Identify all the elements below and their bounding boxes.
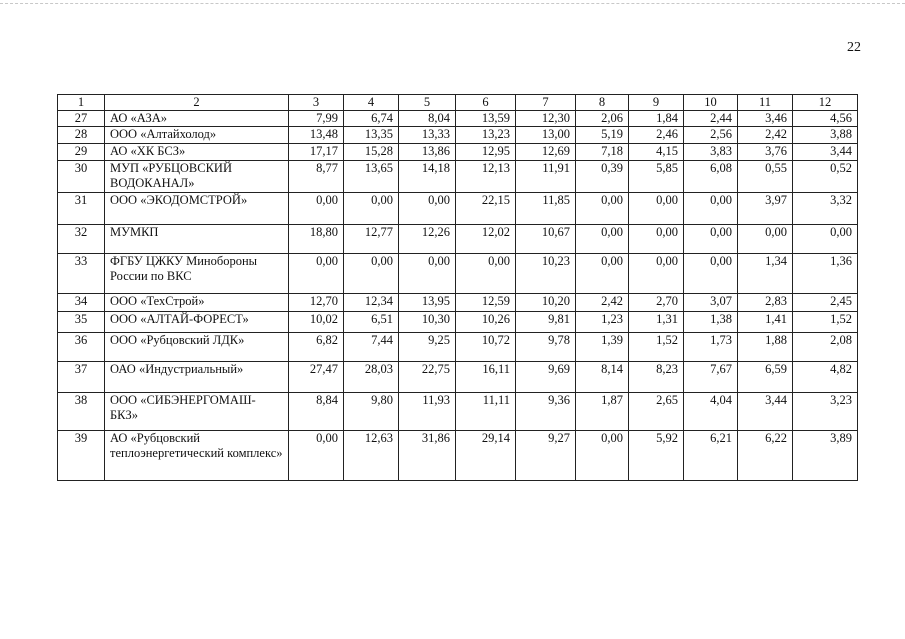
column-header-11: 11 (738, 95, 793, 111)
column-header-12: 12 (793, 95, 858, 111)
value-cell-col-11: 3,46 (738, 111, 793, 127)
value-cell-col-4: 12,34 (344, 294, 399, 312)
value-cell-col-7: 10,20 (516, 294, 576, 312)
table-row (58, 161, 858, 193)
organization-name: АО «АЗА» (105, 111, 289, 127)
value-cell-col-6: 12,59 (456, 294, 516, 312)
value-cell-col-7: 10,23 (516, 254, 576, 294)
organization-name: ООО «СИБЭНЕРГОМАШ-БКЗ» (105, 393, 289, 431)
value-cell-col-7: 11,85 (516, 193, 576, 225)
row-number: 27 (58, 111, 105, 127)
value-cell-col-12: 0,52 (793, 161, 858, 193)
value-cell-col-10: 2,44 (684, 111, 738, 127)
value-cell-col-12: 4,56 (793, 111, 858, 127)
value-cell-col-6: 0,00 (456, 254, 516, 294)
value-cell-col-11: 0,55 (738, 161, 793, 193)
value-cell-col-7: 13,00 (516, 127, 576, 144)
row-number: 31 (58, 193, 105, 225)
table-row (58, 193, 858, 225)
value-cell-col-5: 0,00 (399, 254, 456, 294)
value-cell-col-12: 3,44 (793, 144, 858, 161)
value-cell-col-6: 10,72 (456, 333, 516, 362)
value-cell-col-8: 0,00 (576, 431, 629, 481)
value-cell-col-10: 7,67 (684, 362, 738, 393)
row-number: 35 (58, 312, 105, 333)
table-row (58, 312, 858, 333)
value-cell-col-10: 0,00 (684, 193, 738, 225)
value-cell-col-12: 3,32 (793, 193, 858, 225)
value-cell-col-5: 11,93 (399, 393, 456, 431)
column-header-8: 8 (576, 95, 629, 111)
value-cell-col-3: 7,99 (289, 111, 344, 127)
value-cell-col-5: 14,18 (399, 161, 456, 193)
value-cell-col-4: 15,28 (344, 144, 399, 161)
header-row (58, 95, 858, 111)
column-header-4: 4 (344, 95, 399, 111)
value-cell-col-8: 1,39 (576, 333, 629, 362)
value-cell-col-11: 6,59 (738, 362, 793, 393)
value-cell-col-8: 0,00 (576, 193, 629, 225)
column-header-1: 1 (58, 95, 105, 111)
value-cell-col-4: 0,00 (344, 254, 399, 294)
value-cell-col-11: 1,34 (738, 254, 793, 294)
row-number: 39 (58, 431, 105, 481)
column-header-7: 7 (516, 95, 576, 111)
value-cell-col-6: 13,23 (456, 127, 516, 144)
value-cell-col-4: 9,80 (344, 393, 399, 431)
row-number: 29 (58, 144, 105, 161)
value-cell-col-9: 1,31 (629, 312, 684, 333)
value-cell-col-4: 0,00 (344, 193, 399, 225)
value-cell-col-8: 8,14 (576, 362, 629, 393)
value-cell-col-8: 2,42 (576, 294, 629, 312)
value-cell-col-12: 1,36 (793, 254, 858, 294)
value-cell-col-5: 22,75 (399, 362, 456, 393)
value-cell-col-7: 9,36 (516, 393, 576, 431)
value-cell-col-10: 4,04 (684, 393, 738, 431)
row-number: 37 (58, 362, 105, 393)
table-row (58, 294, 858, 312)
row-number: 30 (58, 161, 105, 193)
value-cell-col-12: 0,00 (793, 225, 858, 254)
value-cell-col-3: 8,77 (289, 161, 344, 193)
organization-name: ООО «ТехСтрой» (105, 294, 289, 312)
value-cell-col-11: 1,88 (738, 333, 793, 362)
column-header-6: 6 (456, 95, 516, 111)
table-row (58, 111, 858, 127)
value-cell-col-7: 9,69 (516, 362, 576, 393)
value-cell-col-7: 12,30 (516, 111, 576, 127)
value-cell-col-10: 0,00 (684, 254, 738, 294)
table-row (58, 254, 858, 294)
value-cell-col-7: 9,81 (516, 312, 576, 333)
value-cell-col-11: 1,41 (738, 312, 793, 333)
value-cell-col-12: 1,52 (793, 312, 858, 333)
organization-name: ОАО «Индустриальный» (105, 362, 289, 393)
value-cell-col-10: 6,21 (684, 431, 738, 481)
value-cell-col-3: 10,02 (289, 312, 344, 333)
value-cell-col-4: 13,35 (344, 127, 399, 144)
value-cell-col-12: 3,89 (793, 431, 858, 481)
value-cell-col-10: 1,73 (684, 333, 738, 362)
organization-name: АО «ХК БСЗ» (105, 144, 289, 161)
organization-name: ООО «Алтайхолод» (105, 127, 289, 144)
value-cell-col-12: 2,45 (793, 294, 858, 312)
value-cell-col-8: 0,00 (576, 225, 629, 254)
value-cell-col-7: 12,69 (516, 144, 576, 161)
value-cell-col-8: 7,18 (576, 144, 629, 161)
value-cell-col-11: 3,76 (738, 144, 793, 161)
value-cell-col-9: 2,70 (629, 294, 684, 312)
row-number: 38 (58, 393, 105, 431)
value-cell-col-4: 7,44 (344, 333, 399, 362)
table-row (58, 144, 858, 161)
value-cell-col-5: 9,25 (399, 333, 456, 362)
value-cell-col-5: 8,04 (399, 111, 456, 127)
organization-name: ООО «Рубцовский ЛДК» (105, 333, 289, 362)
value-cell-col-9: 1,84 (629, 111, 684, 127)
value-cell-col-11: 0,00 (738, 225, 793, 254)
value-cell-col-8: 5,19 (576, 127, 629, 144)
value-cell-col-5: 13,95 (399, 294, 456, 312)
value-cell-col-5: 10,30 (399, 312, 456, 333)
value-cell-col-9: 5,92 (629, 431, 684, 481)
value-cell-col-3: 0,00 (289, 431, 344, 481)
value-cell-col-11: 2,42 (738, 127, 793, 144)
value-cell-col-3: 0,00 (289, 254, 344, 294)
value-cell-col-5: 13,86 (399, 144, 456, 161)
value-cell-col-6: 10,26 (456, 312, 516, 333)
value-cell-col-4: 12,77 (344, 225, 399, 254)
value-cell-col-8: 1,87 (576, 393, 629, 431)
page-number: 22 (847, 40, 861, 55)
value-cell-col-5: 13,33 (399, 127, 456, 144)
value-cell-col-9: 2,46 (629, 127, 684, 144)
value-cell-col-10: 1,38 (684, 312, 738, 333)
column-header-3: 3 (289, 95, 344, 111)
value-cell-col-7: 9,78 (516, 333, 576, 362)
value-cell-col-3: 0,00 (289, 193, 344, 225)
value-cell-col-6: 12,95 (456, 144, 516, 161)
value-cell-col-5: 12,26 (399, 225, 456, 254)
value-cell-col-12: 2,08 (793, 333, 858, 362)
table-row (58, 362, 858, 393)
value-cell-col-3: 6,82 (289, 333, 344, 362)
organization-name: ФГБУ ЦЖКУ Минобороны России по ВКС (105, 254, 289, 294)
value-cell-col-11: 3,97 (738, 193, 793, 225)
column-header-9: 9 (629, 95, 684, 111)
value-cell-col-12: 4,82 (793, 362, 858, 393)
organization-name: ООО «АЛТАЙ-ФОРЕСТ» (105, 312, 289, 333)
table-row (58, 431, 858, 481)
row-number: 36 (58, 333, 105, 362)
value-cell-col-4: 6,74 (344, 111, 399, 127)
value-cell-col-3: 17,17 (289, 144, 344, 161)
value-cell-col-9: 0,00 (629, 225, 684, 254)
value-cell-col-3: 13,48 (289, 127, 344, 144)
organization-name: ООО «ЭКОДОМСТРОЙ» (105, 193, 289, 225)
value-cell-col-9: 0,00 (629, 193, 684, 225)
value-cell-col-10: 3,83 (684, 144, 738, 161)
value-cell-col-8: 0,00 (576, 254, 629, 294)
row-number: 33 (58, 254, 105, 294)
organization-name: МУМКП (105, 225, 289, 254)
value-cell-col-5: 0,00 (399, 193, 456, 225)
row-number: 32 (58, 225, 105, 254)
value-cell-col-6: 16,11 (456, 362, 516, 393)
column-header-10: 10 (684, 95, 738, 111)
value-cell-col-7: 10,67 (516, 225, 576, 254)
value-cell-col-4: 6,51 (344, 312, 399, 333)
value-cell-col-6: 22,15 (456, 193, 516, 225)
value-cell-col-9: 0,00 (629, 254, 684, 294)
value-cell-col-9: 5,85 (629, 161, 684, 193)
table-row (58, 225, 858, 254)
value-cell-col-11: 6,22 (738, 431, 793, 481)
value-cell-col-3: 18,80 (289, 225, 344, 254)
value-cell-col-7: 11,91 (516, 161, 576, 193)
row-number: 34 (58, 294, 105, 312)
row-number: 28 (58, 127, 105, 144)
value-cell-col-9: 2,65 (629, 393, 684, 431)
data-table (57, 94, 858, 481)
value-cell-col-9: 1,52 (629, 333, 684, 362)
value-cell-col-9: 4,15 (629, 144, 684, 161)
table-row (58, 127, 858, 144)
value-cell-col-5: 31,86 (399, 431, 456, 481)
value-cell-col-12: 3,23 (793, 393, 858, 431)
value-cell-col-6: 29,14 (456, 431, 516, 481)
value-cell-col-9: 8,23 (629, 362, 684, 393)
value-cell-col-10: 2,56 (684, 127, 738, 144)
column-header-5: 5 (399, 95, 456, 111)
value-cell-col-8: 0,39 (576, 161, 629, 193)
value-cell-col-10: 3,07 (684, 294, 738, 312)
organization-name: АО «Рубцовский теплоэнергетический комплекс» (105, 431, 289, 481)
value-cell-col-8: 2,06 (576, 111, 629, 127)
value-cell-col-3: 8,84 (289, 393, 344, 431)
value-cell-col-8: 1,23 (576, 312, 629, 333)
value-cell-col-6: 12,02 (456, 225, 516, 254)
table-body (58, 111, 858, 481)
value-cell-col-4: 12,63 (344, 431, 399, 481)
value-cell-col-7: 9,27 (516, 431, 576, 481)
value-cell-col-6: 11,11 (456, 393, 516, 431)
value-cell-col-3: 27,47 (289, 362, 344, 393)
page-top-border (0, 3, 905, 4)
table-row (58, 333, 858, 362)
value-cell-col-3: 12,70 (289, 294, 344, 312)
value-cell-col-6: 13,59 (456, 111, 516, 127)
value-cell-col-10: 0,00 (684, 225, 738, 254)
organization-name: МУП «РУБЦОВСКИЙ ВОДОКАНАЛ» (105, 161, 289, 193)
value-cell-col-4: 28,03 (344, 362, 399, 393)
value-cell-col-11: 2,83 (738, 294, 793, 312)
value-cell-col-11: 3,44 (738, 393, 793, 431)
value-cell-col-10: 6,08 (684, 161, 738, 193)
value-cell-col-12: 3,88 (793, 127, 858, 144)
value-cell-col-4: 13,65 (344, 161, 399, 193)
column-header-2: 2 (105, 95, 289, 111)
value-cell-col-6: 12,13 (456, 161, 516, 193)
table-row (58, 393, 858, 431)
